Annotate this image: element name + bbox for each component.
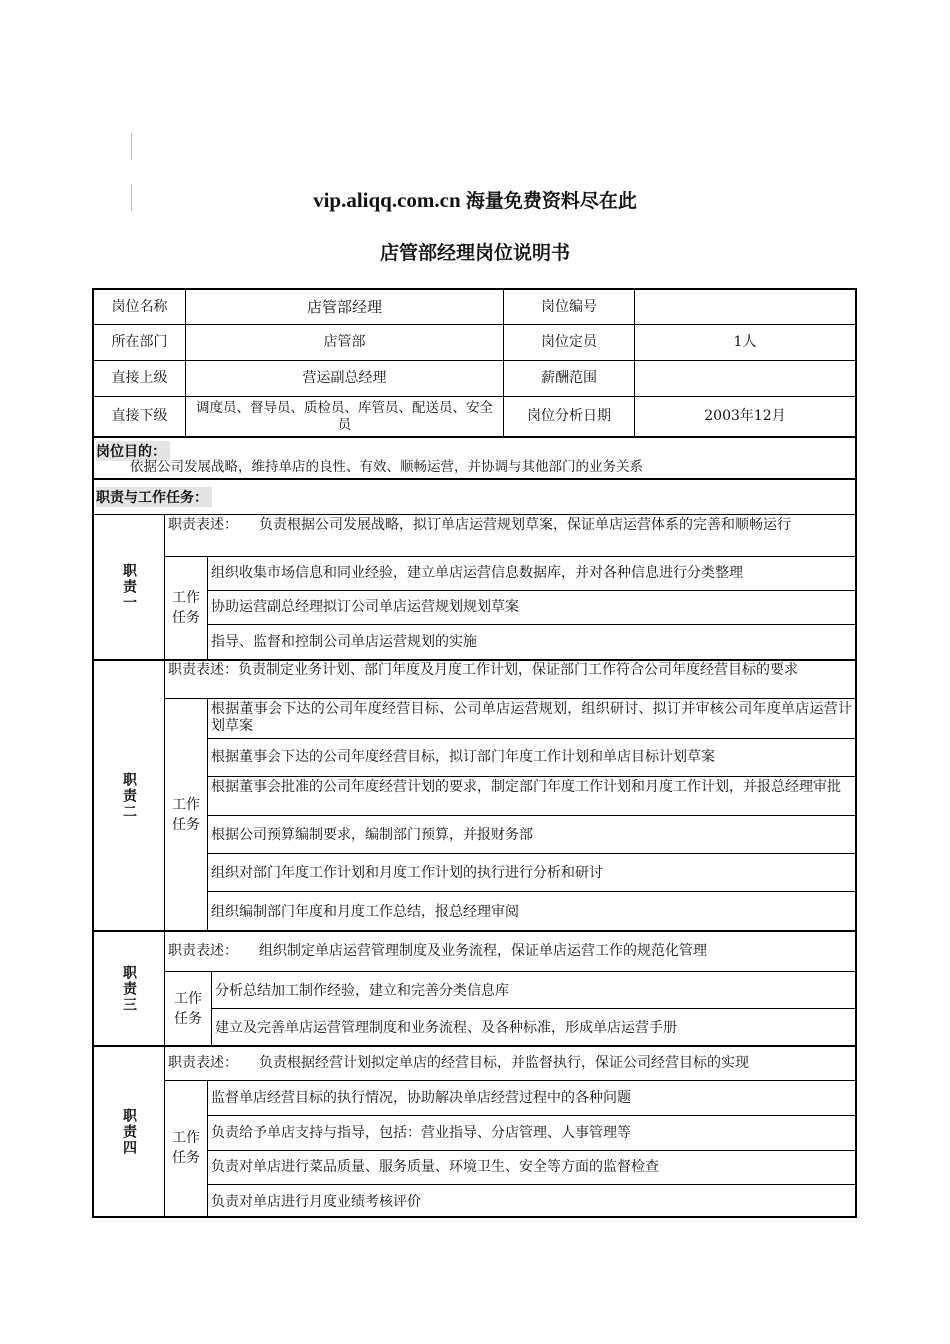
duties-heading: 职责与工作任务： (96, 487, 212, 507)
duty-3-task: 分析总结加工制作经验，建立和完善分类信息库 (215, 983, 509, 999)
watermark-text: 海量免费资料尽在此 (465, 190, 637, 212)
duty-4-task: 监督单店经营目标的执行情况，协助解决单店经营过程中的各种问题 (211, 1090, 631, 1106)
label-headcount: 岗位定员 (541, 334, 597, 350)
value-direct-superior: 营运副总经理 (302, 370, 387, 386)
document-title: 店管部经理岗位说明书 (379, 242, 570, 264)
margin-mark (131, 133, 132, 160)
duty-4-task: 负责对单店进行菜品质量、服务质量、环境卫生、安全等方面的监督检查 (211, 1159, 659, 1175)
value-position-name: 店管部经理 (306, 297, 382, 316)
duty-4-task: 负责给予单店支持与指导，包括：营业指导、分店管理、人事管理等 (211, 1125, 631, 1141)
label-direct-subordinates: 直接下级 (111, 408, 168, 424)
value-headcount: 1人 (733, 334, 757, 350)
duty-1-task: 组织收集市场信息和同业经验，建立单店运营信息数据库，并对各种信息进行分类整理 (211, 565, 743, 581)
label-direct-superior: 直接上级 (111, 370, 168, 386)
duty-4-task: 负责对单店进行月度业绩考核评价 (211, 1194, 421, 1210)
duty-3-task: 建立及完善单店运营管理制度和业务流程、及各种标准，形成单店运营手册 (215, 1020, 677, 1036)
purpose-heading: 岗位目的： (96, 441, 170, 461)
duty-3-task-label: 工作任务 (174, 990, 202, 1027)
value-department: 店管部 (323, 334, 366, 350)
purpose-text: 依据公司发展战略，维持单店的良性、有效、顺畅运营，并协调与其他部门的业务关系 (130, 459, 643, 475)
duty-2-label: 职责二 (121, 771, 137, 820)
duty-2-task: 根据公司预算编制要求，编制部门预算，并报财务部 (211, 827, 533, 843)
duty-2-task: 根据董事会下达的公司年度经营目标、公司单店运营规划，组织研讨、拟订并审核公司年度单店运营计划草案 (211, 701, 852, 734)
duty-1-task: 指导、监督和控制公司单店运营规划的实施 (211, 634, 477, 650)
duty-2-task: 组织对部门年度工作计划和月度工作计划的执行进行分析和研讨 (211, 865, 603, 881)
duty-1-label: 职责一 (121, 562, 137, 611)
duty-4-task-label: 工作任务 (172, 1130, 200, 1166)
duty-1-task: 协助运营副总经理拟订公司单店运营规划规划草案 (211, 599, 519, 615)
label-salary-range: 薪酬范围 (541, 370, 597, 386)
duty-2-task: 组织编制部门年度和月度工作总结，报总经理审阅 (211, 904, 519, 920)
duty-3-label: 职责三 (121, 964, 137, 1013)
duty-1-task-label: 工作任务 (172, 589, 200, 626)
label-position-name: 岗位名称 (111, 298, 168, 315)
duty-2-task-label: 工作任务 (172, 796, 200, 833)
duty-3-statement: 职责表述： 组织制定单店运营管理制度及业务流程，保证单店运营工作的规范化管理 (168, 943, 707, 959)
duty-2-task: 根据董事会批准的公司年度经营计划的要求，制定部门年度工作计划和月度工作计划，并报总经理审批 (211, 779, 841, 795)
duty-4-label: 职责四 (121, 1107, 137, 1156)
label-analysis-date: 岗位分析日期 (527, 408, 611, 424)
watermark-url: vip.aliqq.com.cn (313, 188, 461, 212)
label-position-code: 岗位编号 (541, 298, 597, 315)
duty-4-statement: 职责表述： 负责根据经营计划拟定单店的经营目标，并监督执行，保证公司经营目标的实现 (168, 1055, 749, 1071)
label-department: 所在部门 (111, 334, 168, 350)
job-description-table (92, 288, 857, 1218)
value-direct-subordinates: 调度员、督导员、质检员、库管员、配送员、安全员 (196, 399, 493, 433)
value-analysis-date: 2003年12月 (704, 408, 786, 424)
value-position-code (635, 290, 855, 324)
duty-2-statement: 职责表述：负责制定业务计划、部门年度及月度工作计划，保证部门工作符合公司年度经营目标的要求 (168, 662, 798, 678)
value-salary-range (635, 361, 855, 396)
watermark-line (0, 186, 950, 213)
duty-1-statement: 职责表述： 负责根据公司发展战略，拟订单店运营规划草案，保证单店运营体系的完善和顺畅运行 (168, 517, 791, 533)
duty-2-task: 根据董事会下达的公司年度经营目标，拟订部门年度工作计划和单店目标计划草案 (211, 749, 715, 765)
